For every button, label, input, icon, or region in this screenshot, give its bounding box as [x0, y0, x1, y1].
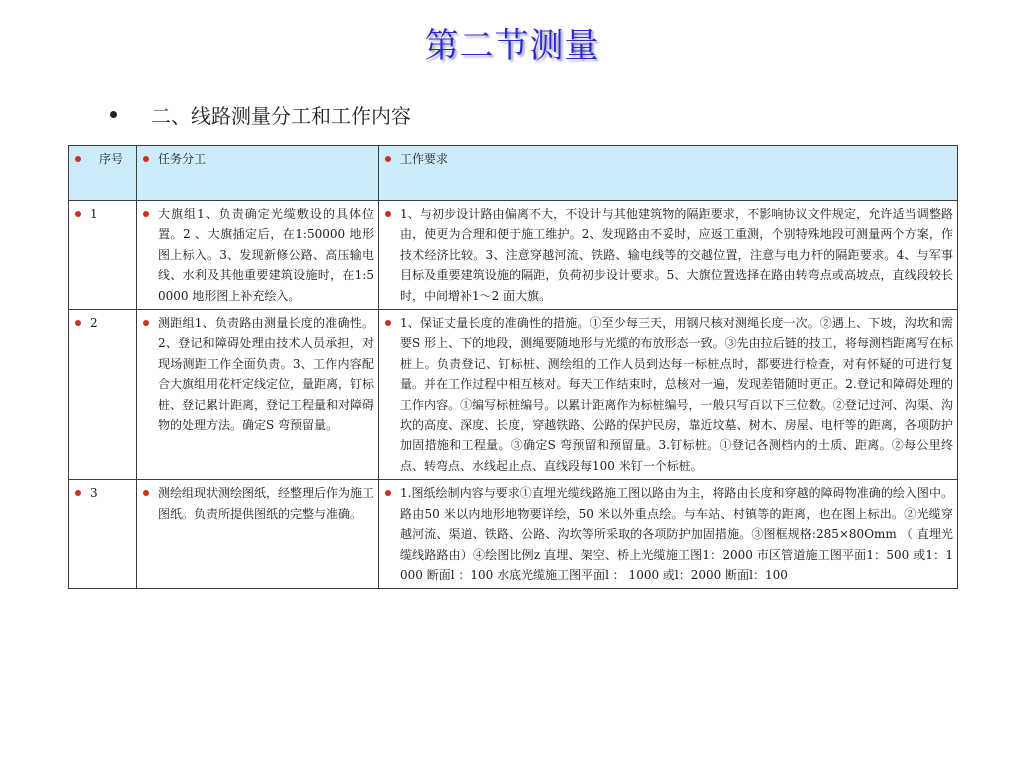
- bullet-icon: [75, 156, 81, 162]
- row-index-cell: [69, 480, 137, 589]
- survey-task-table: [68, 145, 958, 589]
- bullet-icon: [385, 156, 391, 162]
- bullet-icon: [75, 211, 81, 217]
- row-requirement-cell: [379, 310, 958, 480]
- row-task-text: 大旗组1、负责确定光缆敷设的具体位置。2 、大旗插定后，在1:50000 地形图上标入。3、发现新修公路、高压输电线、水利及其他重要建筑设施时，在1:50000 地形图上补充绘入。: [158, 207, 374, 303]
- row-task-cell: [137, 201, 379, 310]
- bullet-icon: [110, 111, 117, 118]
- row-index: 1: [90, 207, 98, 221]
- header-index-label: 序号: [98, 152, 123, 166]
- bullet-icon: [75, 490, 81, 496]
- bullet-icon: [143, 156, 149, 162]
- bullet-icon: [385, 320, 391, 326]
- header-cell-requirement: [379, 146, 958, 201]
- row-index: 3: [90, 486, 98, 501]
- header-cell-index: [69, 146, 137, 201]
- section-heading: [110, 100, 411, 129]
- row-index-cell: [69, 201, 137, 310]
- header-cell-task: [137, 146, 379, 201]
- table-row: [69, 480, 958, 589]
- bullet-icon: [143, 211, 149, 217]
- row-requirement-cell: [379, 480, 958, 589]
- section-heading-text: 二、线路测量分工和工作内容: [151, 104, 411, 128]
- table-header-row: [69, 146, 958, 201]
- row-requirement-text: 1.图纸绘制内容与要求①直埋光缆线路施工图以路由为主，将路由长度和穿越的障碍物准确的绘入图中。路由50 米以内地形地物要详绘，50 米以外重点绘。与车站、村镇等的距离，也在图上标出。②光缆穿越河流、渠道、铁路、公路、沟坎等所采取的各项防护加固措施。③图框规格:285×80Omm （ 直埋光缆线路路由）④绘图比例z 直埋、架空、桥上光缆施工图1：2000 市区管道施工图平面1：500 或1：1000 断面l ：100 水底光缆施工图平面l ： 1000 或l：2000 断面l：100: [400, 486, 953, 582]
- header-requirement-label: 工作要求: [400, 152, 449, 166]
- table-row: [69, 201, 958, 310]
- bullet-icon: [385, 211, 391, 217]
- row-requirement-text: 1、与初步设计路由偏离不大，不设计与其他建筑物的隔距要求，不影响协议文件规定，允许适当调整路由，使更为合理和便于施工维护。2、发现路由不妥时，应返工重测，个别特殊地段可测量两个方案，作技术经济比较。3、注意穿越河流、铁路、输电线等的交越位置，注意与电力杆的隔距要求。4、与军事目标及重要建筑设施的隔距，负荷初步设计要求。5、大旗位置选择在路由转弯点或高坡点，直线段较长时，中间增补1～2 面大旗。: [400, 207, 953, 303]
- row-task-cell: [137, 310, 379, 480]
- bullet-icon: [143, 490, 149, 496]
- table-row: [69, 310, 958, 480]
- row-index: 2: [90, 316, 98, 331]
- header-task-label: 任务分工: [158, 152, 207, 166]
- bullet-icon: [385, 490, 391, 496]
- bullet-icon: [143, 320, 149, 326]
- row-requirement-text: 1、保证丈量长度的准确性的措施。①至少每三天，用钢尺核对测绳长度一次。②遇上、下坡，沟坎和需要S 形上、下的地段，测绳要随地形与光缆的布放形态一致。③先由拉后链的技工，将每测档距离写在标桩上。负责登记、钉标桩、测绘组的工作人员到达每一标桩点时，都要进行检查，对有怀疑的可进行复量。并在工作过程中相互核对。每天工作结束时，总核对一遍，发现差错随时更正。2.登记和障碍处理的工作内容。①编写标桩编号。以累计距离作为标桩编号，一般只写百以下三位数。②登记过河、沟渠、沟坎的高度、深度、长度，穿越铁路、公路的保护民房，靠近坟墓、树木、房屋、电杆等的距离，各项防护加固措施和工程量。③确定S 弯预留和预留量。3.钉标桩。①登记各测档内的土质、距离。②每公里终点、转弯点、水线起止点、直线段每100 米钉一个标桩。: [400, 316, 953, 473]
- row-task-text: 测距组1、负责路由测量长度的准确性。2、登记和障碍处理由技术人员承担，对现场测距工作全面负责。3、工作内容配合大旗组用花杆定线定位，量距离，钉标桩、登记累计距离，登记工程量和对障碍物的处理方法。确定S 弯预留量。: [158, 316, 375, 433]
- row-task-cell: [137, 480, 379, 589]
- bullet-icon: [75, 320, 81, 326]
- row-index-cell: [69, 310, 137, 480]
- row-task-text: 测绘组现状测绘图纸，经整理后作为施工图纸。负责所提供图纸的完整与准确。: [158, 486, 375, 521]
- row-requirement-cell: [379, 201, 958, 310]
- slide-title: 第二节测量: [424, 26, 600, 66]
